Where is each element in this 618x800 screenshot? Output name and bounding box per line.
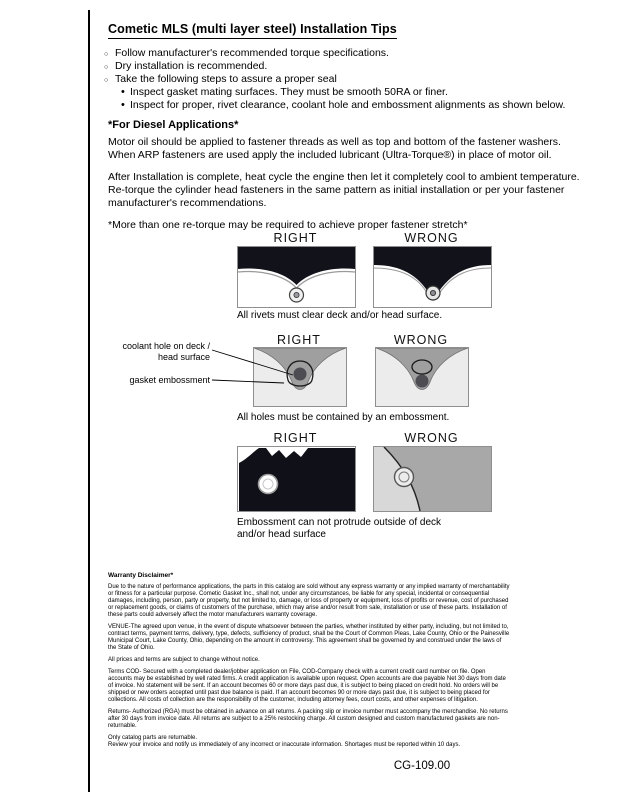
protrusion-right-diagram xyxy=(237,446,356,512)
hole-contained-image xyxy=(254,348,346,406)
tip-item: ○ Take the following steps to assure a proper seal xyxy=(104,73,594,86)
embossment-caption: All holes must be contained by an embossment. xyxy=(237,412,450,423)
embossment-inside-image xyxy=(238,447,355,511)
rivet-overlap-image xyxy=(374,247,491,307)
disclaimer-paragraph: Due to the nature of performance applications, the parts in this catalog are sold without any express warranty or any implied warranty of merchantability or fitness for a particular purpose. Cometic Gasket Inc., shall not, under any circumstances, be liable for any special, incidental or consequential damages, including, person, party or property, but not limited to, damage, or loss of property or equipment, loss of profits or revenue, cost of purchased or replacement goods, or claims of customers of the purchase, which may arise and/or result from sale, installation or use of these parts. Installation of these parts could adversely affect the motor manufacturers warranty coverage. xyxy=(108,584,510,618)
installation-tips-list xyxy=(104,47,594,112)
disclaimer-paragraph: All prices and terms are subject to change without notice. xyxy=(108,657,260,663)
disclaimer-paragraph: Only catalog parts are returnable. xyxy=(108,735,198,741)
wrong-column-label: WRONG xyxy=(393,333,449,347)
rivet-caption: All rivets must clear deck and/or head surface. xyxy=(237,310,443,321)
embossment-contained-wrong-diagram xyxy=(375,347,469,407)
disclaimer-paragraph: Returns- Authorized (RGA) must be obtained in advance on all returns. A packing slip or invoice number must accompany the merchandise. No returns after 30 days from invoice date. All returns are subject to a 25% restocking charge. All custom designed and custom manufactured gaskets are non-returnable. xyxy=(108,709,508,729)
retorque-note: *More than one re-torque may be required to achieve proper fastener stretch* xyxy=(108,219,468,231)
warranty-disclaimer xyxy=(108,572,510,754)
diesel-applications-heading: *For Diesel Applications* xyxy=(108,119,239,131)
rivet-clear-image xyxy=(238,247,355,307)
diesel-paragraph: Motor oil should be applied to fastener threads as well as top and bottom of the fastener washers. When ARP fasteners are used apply the included lubricant (Ultra-Torque®) in place of motor oil. xyxy=(108,136,561,161)
disclaimer-paragraph: VENUE-The agreed upon venue, in the event of dispute whatsoever between the parties, whether instituted by either party, including, but not limited to, contract terms, payment terms, delivery, type, defects, sufficiency of product, shall be the Court of Common Pleas, Lake County, Ohio or the Painesville Municipal Court, Lake County, Ohio, depending on the amount in controversy. This agreement shall be governed by and construed under the laws of the State of Ohio. xyxy=(108,624,510,651)
protrusion-caption: Embossment can not protrude outside of deck and/or head surface xyxy=(237,517,442,540)
page-title: Cometic MLS (multi layer steel) Installation Tips xyxy=(108,22,397,39)
right-wrong-diagrams xyxy=(0,228,618,558)
coolant-hole-callout: coolant hole on deck / head surface xyxy=(122,341,210,362)
gasket-embossment-callout: gasket embossment xyxy=(129,375,210,385)
diesel-applications-text xyxy=(108,136,588,241)
tip-item: ○ Follow manufacturer's recommended torque specifications. xyxy=(104,47,594,60)
wrong-column-label: WRONG xyxy=(404,231,459,245)
embossment-protruding-image xyxy=(374,447,491,511)
rivet-clearance-wrong-diagram xyxy=(373,246,492,308)
tip-item: ○ Dry installation is recommended. xyxy=(104,60,594,73)
diesel-paragraph: After Installation is complete, heat cycle the engine then let it completely cool to ambient temperature. Re-torque the cylinder head fasteners in the same pattern as initial installation or per your fastener manufacturer's recommendations. xyxy=(108,171,580,209)
hole-not-contained-image xyxy=(376,348,468,406)
tip-sub-item: • Inspect gasket mating surfaces. They must be smooth 50RA or finer. xyxy=(121,86,594,99)
rivet-clearance-right-diagram xyxy=(237,246,356,308)
tip-sub-item: • Inspect for proper, rivet clearance, coolant hole and embossment alignments as shown below. xyxy=(121,99,594,112)
embossment-contained-right-diagram xyxy=(253,347,347,407)
disclaimer-paragraph: Review your invoice and notify us immediately of any incorrect or inaccurate information. Shortages must be reported within 10 days. xyxy=(108,742,461,748)
right-column-label: RIGHT xyxy=(273,431,318,445)
right-column-label: RIGHT xyxy=(277,333,321,347)
warranty-disclaimer-heading: Warranty Disclaimer* xyxy=(108,572,174,579)
page-number: CG-109.00 xyxy=(393,760,451,772)
disclaimer-paragraph: Terms COD- Secured with a completed dealer/jobber application on File, COD-Company check with a current credit card number on file. Open accounts may be established by well rated firms. A credit application is available upon request. Open accounts are due payable Net 30 days from date of invoice. No statement will be sent. If an account becomes 60 or more days past due, it is subject to being placed on credit hold. No orders will be shipped or new orders accepted until past due balance is paid. If an account becomes 90 or more days past due, it is subject to being placed for collections. All costs of collection are the responsibility of the customer, including attorney fees, court costs, and other expenses of litigation. xyxy=(108,669,506,703)
right-column-label: RIGHT xyxy=(273,231,318,245)
protrusion-wrong-diagram xyxy=(373,446,492,512)
wrong-column-label: WRONG xyxy=(404,431,459,445)
